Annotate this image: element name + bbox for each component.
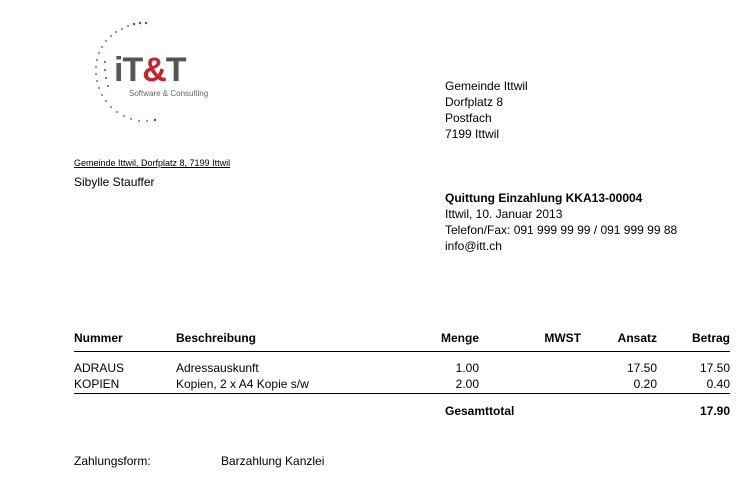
address-line: Postfach bbox=[445, 111, 492, 125]
sender-return-line: Gemeinde Ittwil, Dorfplatz 8, 7199 Ittwil bbox=[74, 158, 231, 168]
row1-beschreibung: Adressauskunft bbox=[176, 361, 259, 375]
receipt-info bbox=[445, 190, 677, 254]
col-header-betrag: Betrag bbox=[691, 331, 730, 345]
payment-value: Barzahlung Kanzlei bbox=[221, 454, 325, 468]
total-label: Gesamttotal bbox=[445, 404, 515, 418]
header-divider bbox=[74, 351, 730, 352]
row1-betrag: 17.50 bbox=[699, 361, 730, 375]
col-header-beschreibung: Beschreibung bbox=[176, 331, 257, 345]
company-logo bbox=[88, 18, 228, 138]
row2-menge: 2.00 bbox=[455, 377, 479, 391]
receipt-email: info@itt.ch bbox=[445, 239, 502, 253]
logo-t: T bbox=[165, 51, 186, 89]
logo-tagline: Software & Consulting bbox=[129, 89, 209, 98]
col-header-nummer: Nummer bbox=[74, 331, 123, 345]
issuer-address bbox=[445, 78, 528, 142]
recipient-name: Sibylle Stauffer bbox=[74, 175, 155, 189]
col-header-ansatz: Ansatz bbox=[617, 331, 657, 345]
row2-beschreibung: Kopien, 2 x A4 Kopie s/w bbox=[176, 377, 309, 391]
row2-nummer: KOPIEN bbox=[74, 377, 120, 391]
col-header-menge: Menge bbox=[440, 331, 479, 345]
address-line: Dorfplatz 8 bbox=[445, 95, 504, 109]
address-line: 7199 Ittwil bbox=[445, 127, 500, 141]
row1-nummer: ADRAUS bbox=[74, 361, 125, 375]
col-header-mwst: MWST bbox=[544, 331, 581, 345]
receipt-title: Quittung Einzahlung KKA13-00004 bbox=[445, 191, 643, 205]
row2-betrag: 0.40 bbox=[706, 377, 730, 391]
total-divider bbox=[74, 393, 730, 394]
receipt-place-date: Ittwil, 10. Januar 2013 bbox=[445, 207, 563, 221]
logo-amp: & bbox=[142, 51, 166, 89]
payment-label: Zahlungsform: bbox=[74, 454, 151, 468]
row2-ansatz: 0.20 bbox=[633, 377, 657, 391]
logo-wordmark bbox=[114, 53, 186, 87]
logo-it: iT bbox=[114, 51, 143, 89]
address-line: Gemeinde Ittwil bbox=[445, 79, 528, 93]
total-value: 17.90 bbox=[699, 404, 730, 418]
receipt-phone-fax: Telefon/Fax: 091 999 99 99 / 091 999 99 88 bbox=[445, 223, 678, 237]
row1-ansatz: 17.50 bbox=[626, 361, 657, 375]
row1-menge: 1.00 bbox=[455, 361, 479, 375]
